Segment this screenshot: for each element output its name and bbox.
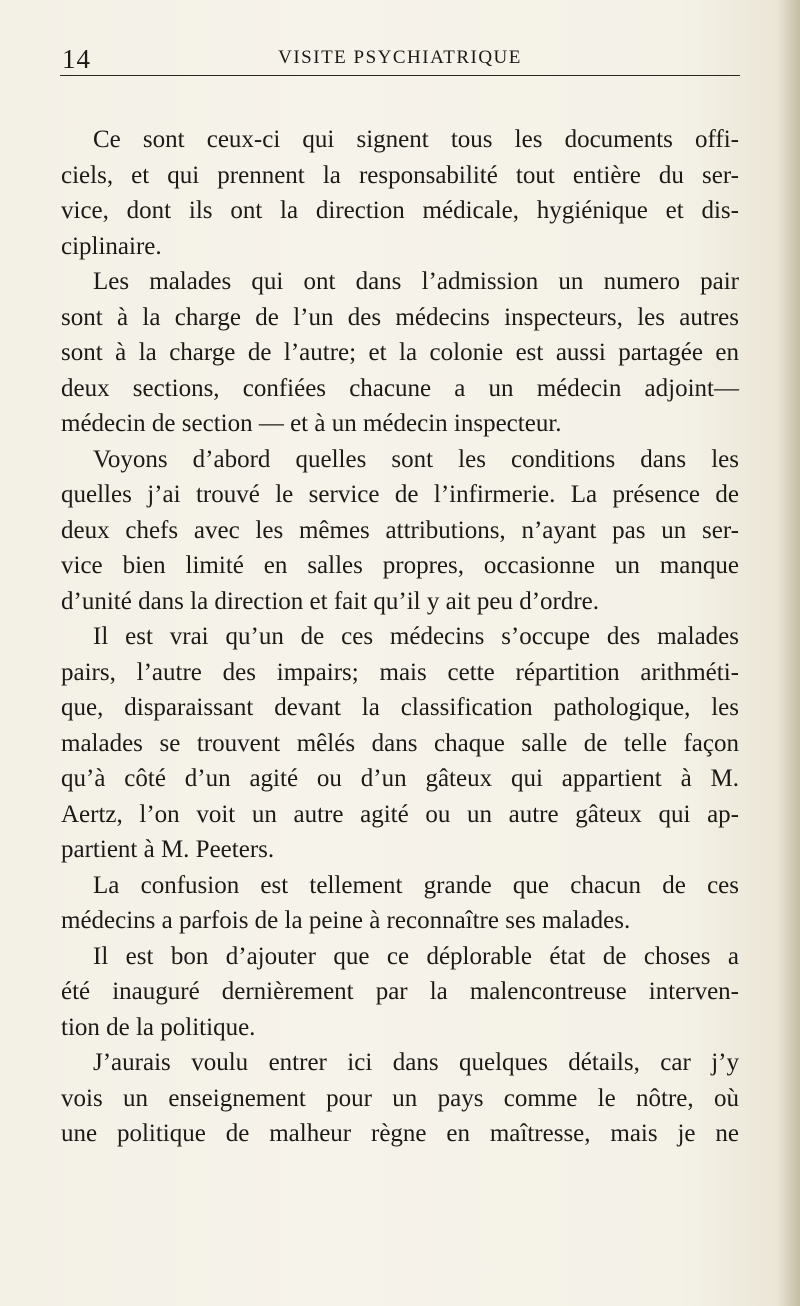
text-line: malades se trouvent mêlés dans chaque salle de telle façon (61, 729, 739, 757)
page-number: 14 (62, 44, 91, 74)
text-line: Ce sont ceux-ci qui signent tous les documents offi- (93, 126, 739, 153)
text-line: Il est bon d’ajouter que ce déplorable état de choses a (93, 942, 739, 970)
text-line: Il est vrai qu’un de ces médecins s’occupe des malades (93, 623, 739, 650)
text-line: que, disparaissant devant la classification pathologique, les (61, 694, 739, 721)
text-line: deux chefs avec les mêmes attributions, n’ayant pas un ser- (61, 516, 739, 544)
text-line: vice bien limité en salles propres, occasionne un manque (61, 552, 739, 579)
text-line: médecin de section — et à un médecin inspecteur. (61, 410, 562, 437)
text-line: J’aurais voulu entrer ici dans quelques détails, car j’y (93, 1049, 739, 1076)
text-line: ciplinaire. (61, 232, 162, 260)
text-line: La confusion est tellement grande que chacun de ces (93, 871, 739, 899)
text-line: Aertz, l’on voit un autre agité ou un autre gâteux qui ap- (61, 800, 739, 828)
body-text (61, 122, 739, 1152)
text-line: quelles j’ai trouvé le service de l’infirmerie. La présence de (61, 481, 739, 508)
page-edge-shadow (778, 0, 800, 1306)
text-line: tion de la politique. (61, 1013, 256, 1041)
header-rule (60, 75, 740, 76)
text-line: vice, dont ils ont la direction médicale, hygiénique et dis- (61, 197, 739, 224)
text-line: sont à la charge de l’autre; et la colonie est aussi partagée en (61, 339, 739, 366)
text-line: pairs, l’autre des impairs; mais cette répartition arithméti- (61, 658, 739, 686)
text-line: médecins a parfois de la peine à reconnaître ses malades. (61, 907, 631, 934)
text-line: qu’à côté d’un agité ou d’un gâteux qui appartient à M. (61, 765, 739, 792)
text-line: vois un enseignement pour un pays comme le nôtre, où (61, 1084, 739, 1112)
text-line: deux sections, confiées chacune a un médecin adjoint— (61, 374, 739, 402)
text-line: été inauguré dernièrement par la malencontreuse interven- (61, 978, 739, 1005)
text-line: d’unité dans la direction et fait qu’il y ait peu d’ordre. (61, 587, 600, 615)
text-line: une politique de malheur règne en maîtresse, mais je ne (61, 1120, 739, 1147)
page-header (60, 44, 740, 78)
text-line: Voyons d’abord quelles sont les conditions dans les (93, 445, 739, 473)
running-title: VISITE PSYCHIATRIQUE (278, 47, 522, 68)
text-line: ciels, et qui prennent la responsabilité tout entière du ser- (61, 161, 739, 189)
text-line: partient à M. Peeters. (61, 836, 275, 863)
text-line: Les malades qui ont dans l’admission un numero pair (93, 268, 739, 295)
text-line: sont à la charge de l’un des médecins inspecteurs, les autres (61, 303, 739, 331)
